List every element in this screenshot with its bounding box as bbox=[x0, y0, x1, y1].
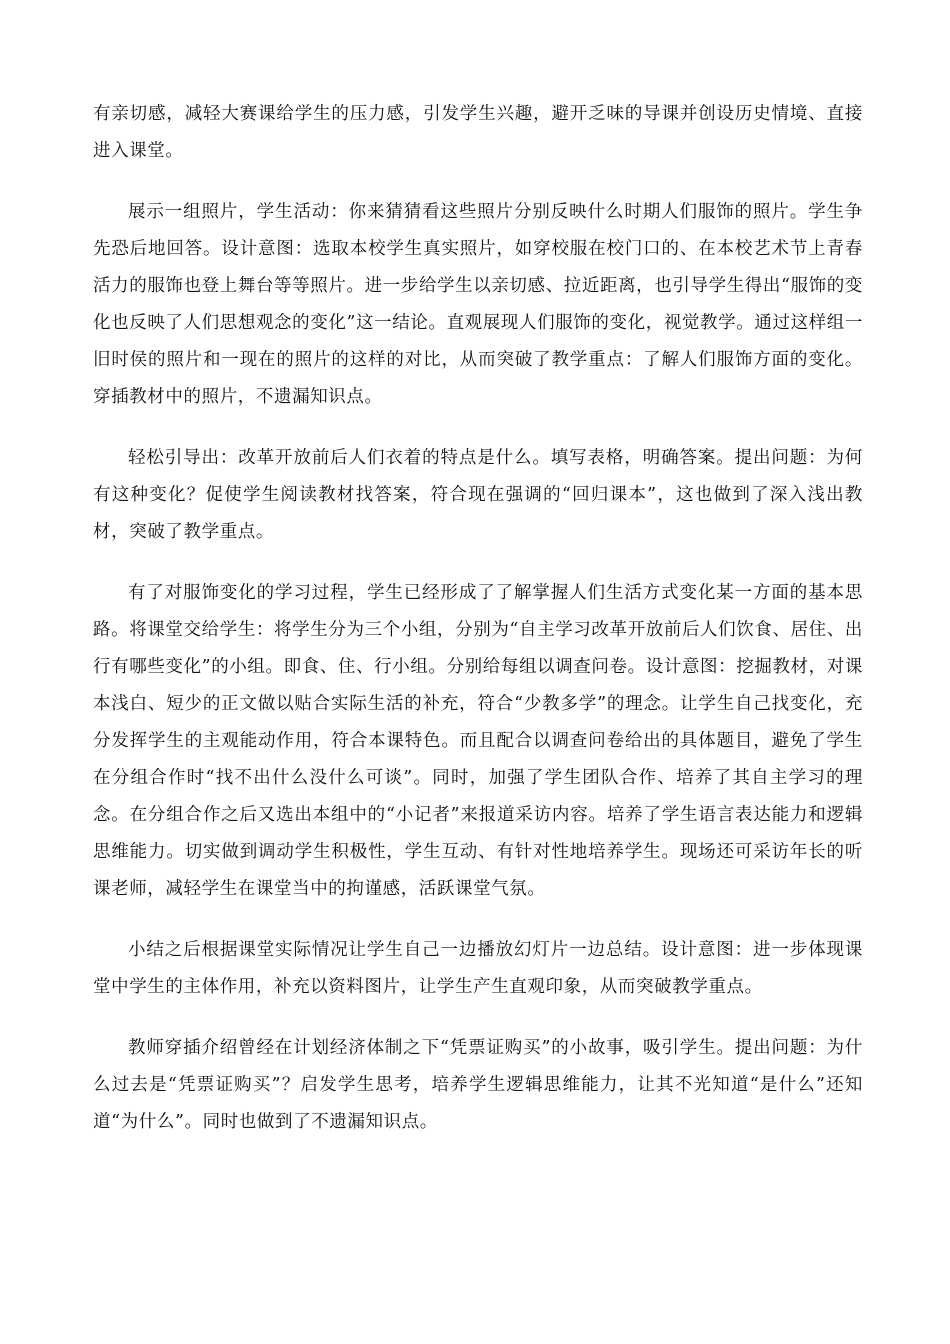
paragraph-1: 有亲切感，减轻大赛课给学生的压力感，引发学生兴趣，避开乏味的导课并创设历史情境、直接进入课堂。 bbox=[93, 104, 863, 161]
paragraph-2: 展示一组照片，学生活动：你来猜猜看这些照片分别反映什么时期人们服饰的照片。学生争先恐后地回答。设计意图：选取本校学生真实照片，如穿校服在校门口的、在本校艺术节上青春活力的服饰也登上舞台等等照片。进一步给学生以亲切感、拉近距离，也引导学生得出“服饰的变化也反映了人们思想观念的变化”这一结论。直观展现人们服饰的变化，视觉教学。通过这样组一旧时侯的照片和一现在的照片的这样的对比，从而突破了教学重点：了解人们服饰方面的变化。穿插教材中的照片，不遗漏知识点。 bbox=[93, 202, 863, 407]
document-body bbox=[93, 96, 863, 1165]
paragraph-6: 教师穿插介绍曾经在计划经济体制之下“凭票证购买”的小故事，吸引学生。提出问题：为什么过去是“凭票证购买”？启发学生思考，培养学生逻辑思维能力，让其不光知道“是什么”还知道“为什么”。同时也做到了不遗漏知识点。 bbox=[93, 1038, 863, 1132]
paragraph-5: 小结之后根据课堂实际情况让学生自己一边播放幻灯片一边总结。设计意图：进一步体现课堂中学生的主体作用，补充以资料图片，让学生产生直观印象，从而突破教学重点。 bbox=[93, 940, 863, 997]
paragraph-4: 有了对服饰变化的学习过程，学生已经形成了了解掌握人们生活方式变化某一方面的基本思路。将课堂交给学生：将学生分为三个小组，分别为“自主学习改革开放前后人们饮食、居住、出行有哪些变化”的小组。即食、住、行小组。分别给每组以调查问卷。设计意图：挖掘教材，对课本浅白、短少的正文做以贴合实际生活的补充，符合“少教多学”的理念。让学生自己找变化，充分发挥学生的主观能动作用，符合本课特色。而且配合以调查问卷给出的具体题目，避免了学生在分组合作时“找不出什么没什么可谈”。同时，加强了学生团队合作、培养了其自主学习的理念。在分组合作之后又选出本组中的“小记者”来报道采访内容。培养了学生语言表达能力和逻辑思维能力。切实做到调动学生积极性，学生互动、有针对性地培养学生。现场还可采访年长的听课老师，减轻学生在课堂当中的拘谨感，活跃课堂气氛。 bbox=[93, 583, 863, 899]
paragraph-3: 轻松引导出：改革开放前后人们衣着的特点是什么。填写表格，明确答案。提出问题：为何有这种变化？促使学生阅读教材找答案，符合现在强调的“回归课本”，这也做到了深入浅出教材，突破了教学重点。 bbox=[93, 448, 863, 542]
